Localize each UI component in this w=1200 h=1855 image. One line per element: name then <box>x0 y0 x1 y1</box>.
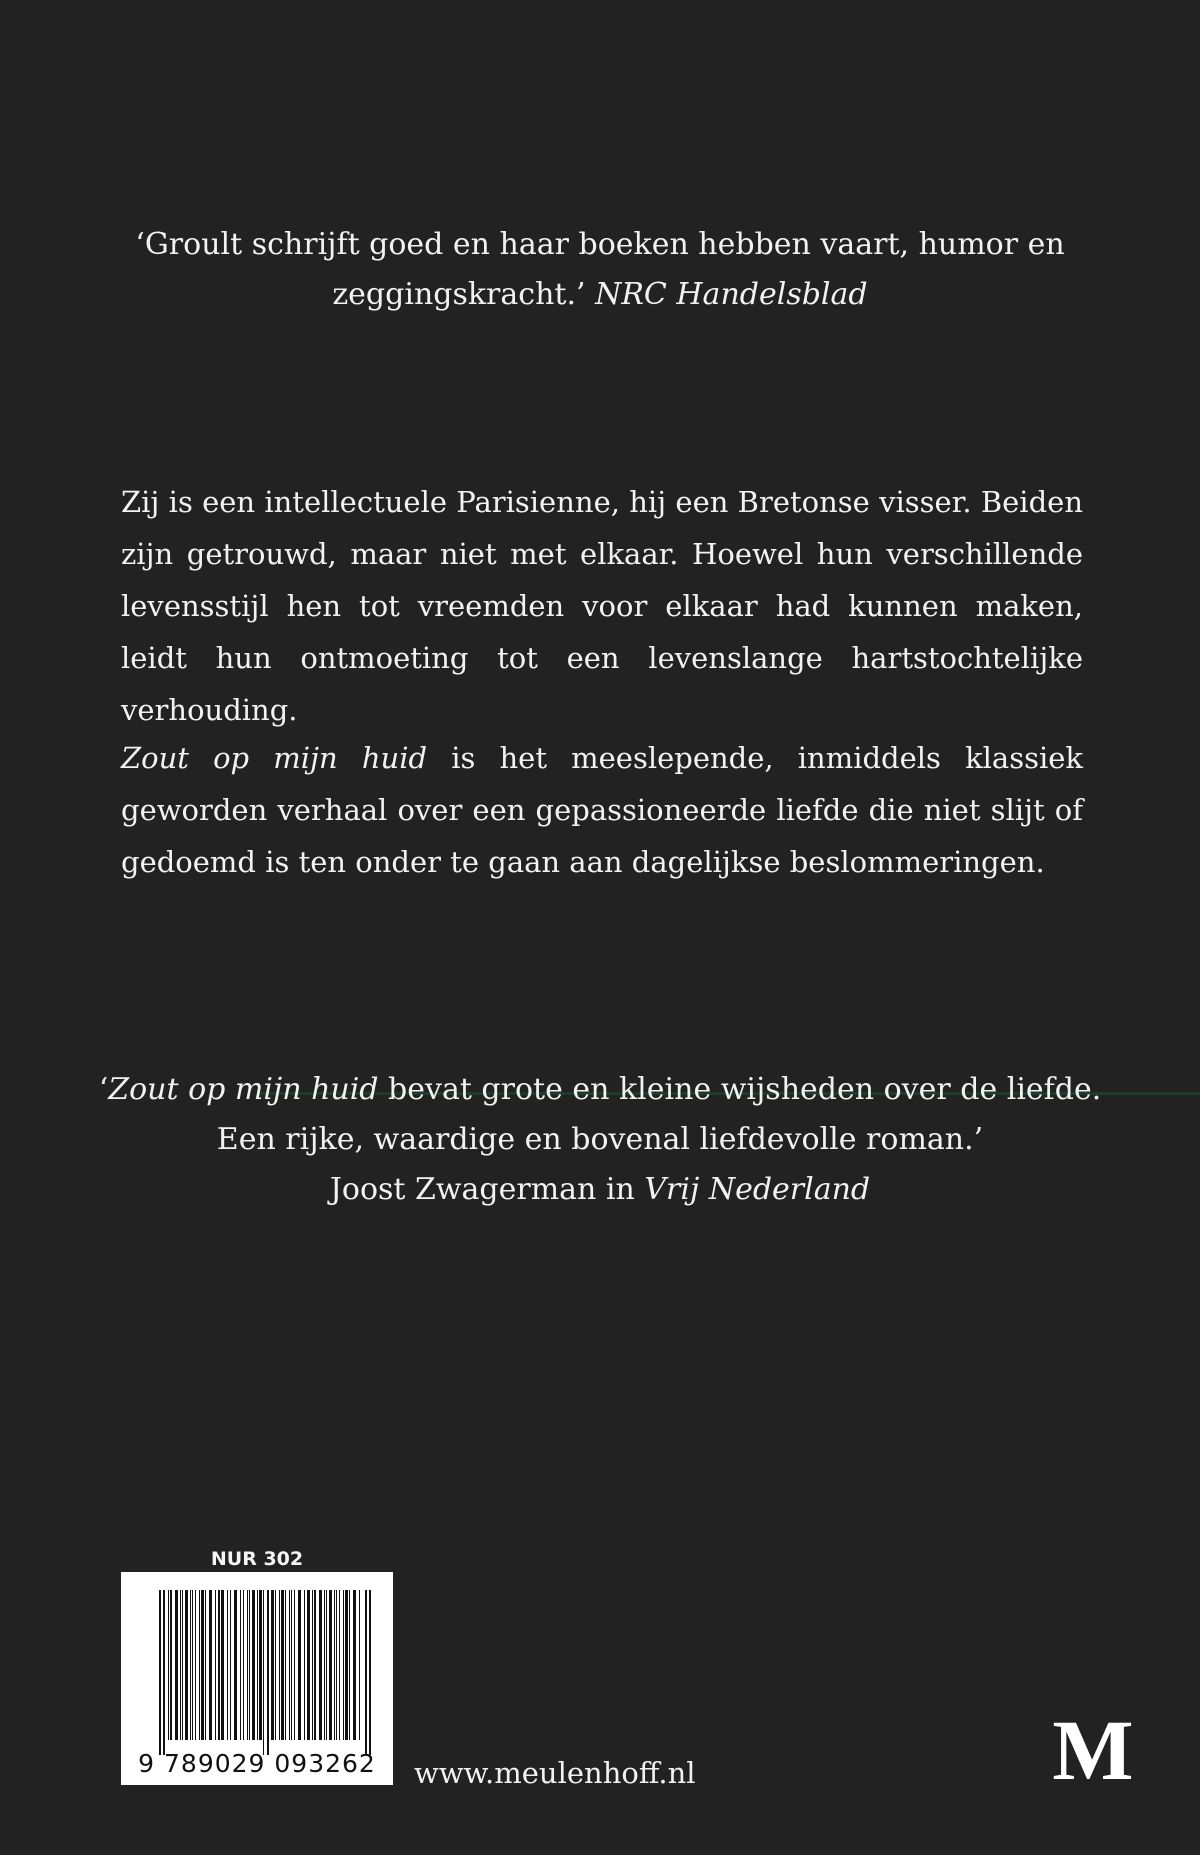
book-title: Zout op mijn huid <box>108 1072 379 1107</box>
quote-text: zeggingskracht.’ <box>332 277 596 312</box>
barcode-bar <box>221 1590 224 1740</box>
barcode-bar <box>159 1590 161 1755</box>
barcode-bar <box>201 1590 204 1740</box>
barcode-bar <box>329 1590 332 1740</box>
quote-source: Vrij Nederland <box>644 1172 871 1207</box>
barcode-bar <box>182 1590 183 1740</box>
barcode-bar <box>307 1590 310 1740</box>
barcode-bar <box>369 1590 371 1755</box>
barcode-bar <box>267 1590 269 1755</box>
barcode-bar <box>227 1590 228 1740</box>
barcode-bar <box>190 1590 191 1740</box>
barcode-bar <box>215 1590 216 1740</box>
barcode-bar <box>218 1590 220 1740</box>
quote-line: Een rijke, waardige en bovenal liefdevolle roman.’ <box>216 1122 984 1157</box>
barcode-bar <box>180 1590 181 1740</box>
barcode-bar <box>192 1590 193 1740</box>
barcode-bar <box>185 1590 188 1740</box>
barcode-bar <box>291 1590 292 1740</box>
barcode-bar <box>199 1590 200 1740</box>
barcode-bar <box>353 1590 356 1740</box>
barcode-bar <box>234 1590 237 1740</box>
barcode-bar <box>365 1590 367 1755</box>
publisher-website: www.meulenhoff.nl <box>414 1756 696 1790</box>
nur-label: NUR 302 <box>210 1548 304 1570</box>
barcode-bar <box>345 1590 348 1740</box>
barcode-bar <box>168 1590 169 1740</box>
barcode-bar <box>359 1590 360 1740</box>
barcode-bar <box>170 1590 172 1740</box>
book-title: Zout op mijn huid <box>121 741 428 775</box>
isbn-number: 9 789029 093262 <box>138 1749 376 1778</box>
description-paragraph <box>121 732 1083 888</box>
barcode-bar <box>334 1590 335 1740</box>
barcode-bar <box>247 1590 248 1740</box>
attribution-author: Joost Zwagerman in <box>329 1172 645 1207</box>
barcode-bar <box>263 1590 264 1755</box>
barcode-bar <box>209 1590 212 1740</box>
barcode-bar <box>285 1590 286 1740</box>
barcode-bar <box>289 1590 290 1740</box>
barcode-bar <box>275 1590 276 1740</box>
barcode-bar <box>243 1590 244 1740</box>
barcode-bar <box>314 1590 316 1740</box>
quote-source: NRC Handelsblad <box>595 277 868 312</box>
barcode-bar <box>230 1590 231 1740</box>
barcode-bar <box>205 1590 206 1740</box>
barcode-bar <box>279 1590 280 1740</box>
barcode-bar <box>271 1590 274 1740</box>
barcode-bar <box>349 1590 350 1740</box>
barcode-bar <box>195 1590 196 1740</box>
barcode-bar <box>339 1590 340 1740</box>
quote-open-mark: ‘ <box>98 1072 109 1107</box>
barcode-bar <box>259 1590 262 1740</box>
quote-line: ‘Groult schrijft goed en haar boeken hebben vaart, humor en <box>135 227 1065 262</box>
barcode-bar <box>249 1590 250 1740</box>
barcode-bar <box>343 1590 344 1740</box>
barcode-bar <box>163 1590 165 1755</box>
review-quote-vrij-nederland <box>0 1065 1200 1215</box>
barcode-bar <box>257 1590 258 1740</box>
publisher-logo <box>1048 1715 1138 1785</box>
description-text: is het meeslepende, inmiddels klassiek geworden verhaal over een gepassioneerde liefde die niet slijt of gedoemd is ten onder te gaan aan dagelijkse beslommeringen. <box>121 741 1083 879</box>
isbn-barcode <box>121 1572 393 1785</box>
barcode-bar <box>252 1590 255 1740</box>
logo-letter: M <box>1052 1715 1134 1785</box>
barcode-bar <box>319 1590 322 1740</box>
quote-line <box>0 270 1200 320</box>
barcode-bar <box>298 1590 301 1740</box>
barcode-bar <box>281 1590 284 1740</box>
description-paragraph: Zij is een intellectuele Parisienne, hij een Bretonse visser. Beiden zijn getrouwd, maar niet met elkaar. Hoewel hun verschillende levensstijl hen tot vreemden voor elkaar had kunnen maken, leidt hun ontmoeting tot een levenslange hartstochtelijke verhouding. <box>121 485 1083 727</box>
barcode-bar <box>336 1590 337 1740</box>
barcode-bar <box>175 1590 178 1740</box>
barcode-bar <box>304 1590 305 1740</box>
barcode-bar <box>324 1590 325 1740</box>
barcode-bar <box>294 1590 295 1740</box>
barcode-bar <box>240 1590 241 1740</box>
barcode-bar <box>326 1590 327 1740</box>
review-quote-nrc <box>0 220 1200 320</box>
quote-attribution <box>0 1165 1200 1215</box>
quote-line <box>0 1065 1200 1115</box>
quote-text: bevat grote en kleine wijsheden over de liefde. <box>378 1072 1102 1107</box>
barcode-bar <box>312 1590 313 1740</box>
